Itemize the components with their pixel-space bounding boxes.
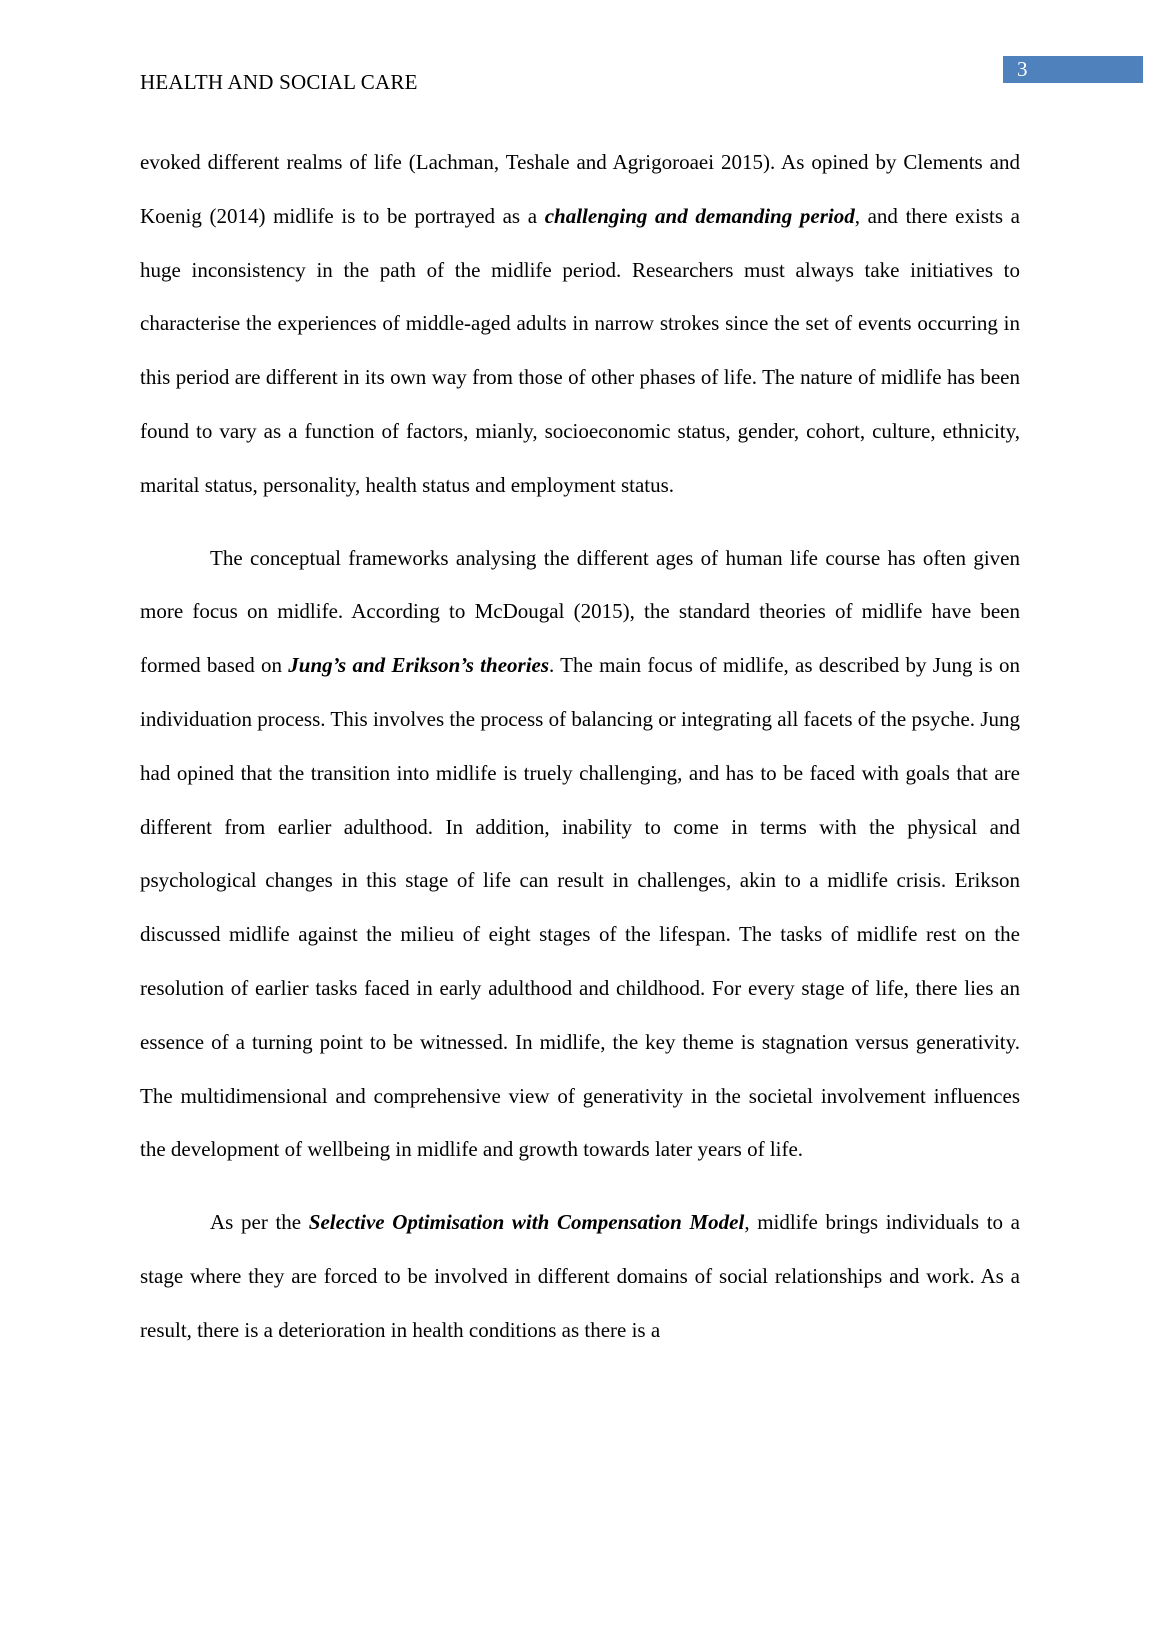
emphasized-phrase: challenging and demanding period	[544, 203, 855, 228]
paragraph-2	[140, 532, 1020, 1178]
emphasized-phrase: Jung’s and Erikson’s theories	[288, 653, 550, 678]
paragraph-text: , and there exists a huge inconsistency in the path of the midlife period. Researchers must always take initiatives to characterise the experiences of middle-aged adults in narrow strokes since the set of events occurring in this period are different in its own way from those of other phases of life. The nature of midlife has been found to vary as a function of factors, mianly, socioeconomic status, gender, cohort, culture, ethnicity, marital status, personality, health status and employment status.	[140, 203, 1020, 497]
emphasized-phrase: Selective Optimisation with Compensation Model	[308, 1210, 745, 1235]
paragraph-text: As per the	[210, 1210, 309, 1235]
document-body	[140, 136, 1020, 1377]
running-head: HEALTH AND SOCIAL CARE	[140, 70, 418, 94]
paragraph-text: evoked different realms of life (Lachman, Teshale and Agrigoroaei 2015). As opined by Clements and Koenig (2014) midlife is to be portrayed as a	[140, 150, 1020, 228]
paragraph-text: The conceptual frameworks analysing the different ages of human life course has often given more focus on midlife. According to McDougal (2015), the standard theories of midlife have been formed based on	[140, 545, 1020, 678]
paragraph-text: , midlife brings individuals to a stage where they are forced to be involved in different domains of social relationships and work. As a result, there is a deterioration in health conditions as there is a	[140, 1210, 1021, 1342]
page-number: 3	[1017, 57, 1028, 81]
paragraph-3	[140, 1196, 1020, 1357]
page-number-box	[1003, 56, 1143, 83]
paragraph-text: . The main focus of midlife, as described by Jung is on individuation process. This involves the process of balancing or integrating all facets of the psyche. Jung had opined that the transition into midlife is truely challenging, and has to be faced with goals that are different from earlier adulthood. In addition, inability to come in terms with the physical and psychological changes in this stage of life can result in challenges, akin to a midlife crisis. Erikson discussed midlife against the milieu of eight stages of the lifespan. The tasks of midlife rest on the resolution of earlier tasks faced in early adulthood and childhood. For every stage of life, there lies an essence of a turning point to be witnessed. In midlife, the key theme is stagnation versus generativity. The multidimensional and comprehensive view of generativity in the societal involvement influences the development of wellbeing in midlife and growth towards later years of life.	[140, 653, 1020, 1162]
paragraph-1	[140, 136, 1020, 513]
